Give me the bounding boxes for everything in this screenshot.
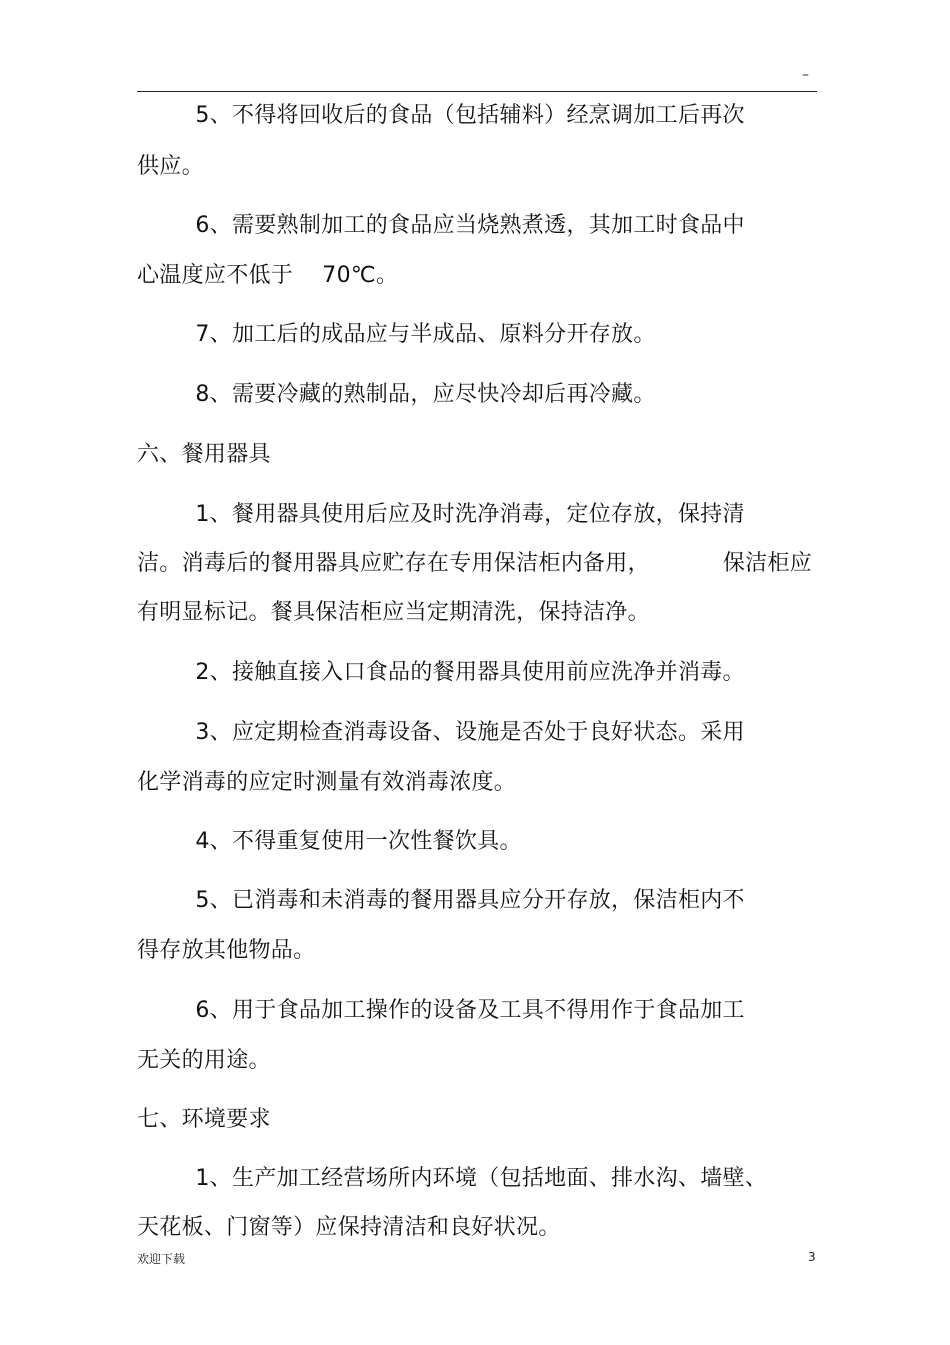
text-line: 供应。	[137, 154, 204, 179]
text-line: 洁。消毒后的餐用器具应贮存在专用保洁柜内备用， 保洁柜应	[137, 551, 813, 576]
header-mark: –	[802, 67, 809, 83]
text-line: 2、接触直接入口食品的餐用器具使用前应洗净并消毒。	[137, 660, 745, 685]
text-line: 5、不得将回收后的食品（包括辅料）经烹调加工后再次	[137, 103, 745, 128]
text-line: 心温度应不低于 70℃。	[137, 263, 399, 288]
text-line: 6、需要熟制加工的食品应当烧熟煮透，其加工时食品中	[137, 213, 745, 238]
page-number: 3	[808, 1250, 816, 1264]
text-line: 6、用于食品加工操作的设备及工具不得用作于食品加工	[137, 998, 745, 1023]
footer-download-label: 欢迎下载	[137, 1252, 186, 1266]
text-line: 无关的用途。	[137, 1048, 271, 1073]
header-rule	[137, 91, 817, 92]
section-heading: 七、环境要求	[137, 1107, 271, 1132]
text-line: 天花板、门窗等）应保持清洁和良好状况。	[137, 1215, 561, 1240]
text-line: 8、需要冷藏的熟制品，应尽快冷却后再冷藏。	[137, 382, 656, 407]
text-line: 7、加工后的成品应与半成品、原料分开存放。	[137, 322, 656, 347]
text-line: 5、已消毒和未消毒的餐用器具应分开存放，保洁柜内不	[137, 888, 745, 913]
text-line: 1、餐用器具使用后应及时洗净消毒，定位存放，保持清	[137, 502, 745, 527]
text-line: 4、不得重复使用一次性餐饮具。	[137, 829, 522, 854]
text-line: 有明显标记。餐具保洁柜应当定期清洗，保持洁净。	[137, 600, 650, 625]
text-line: 1、生产加工经营场所内环境（包括地面、排水沟、墙壁、	[137, 1166, 768, 1191]
text-line: 化学消毒的应定时测量有效消毒浓度。	[137, 770, 517, 795]
section-heading: 六、餐用器具	[137, 442, 271, 467]
text-line: 得存放其他物品。	[137, 938, 316, 963]
text-line: 3、应定期检查消毒设备、设施是否处于良好状态。采用	[137, 720, 745, 745]
